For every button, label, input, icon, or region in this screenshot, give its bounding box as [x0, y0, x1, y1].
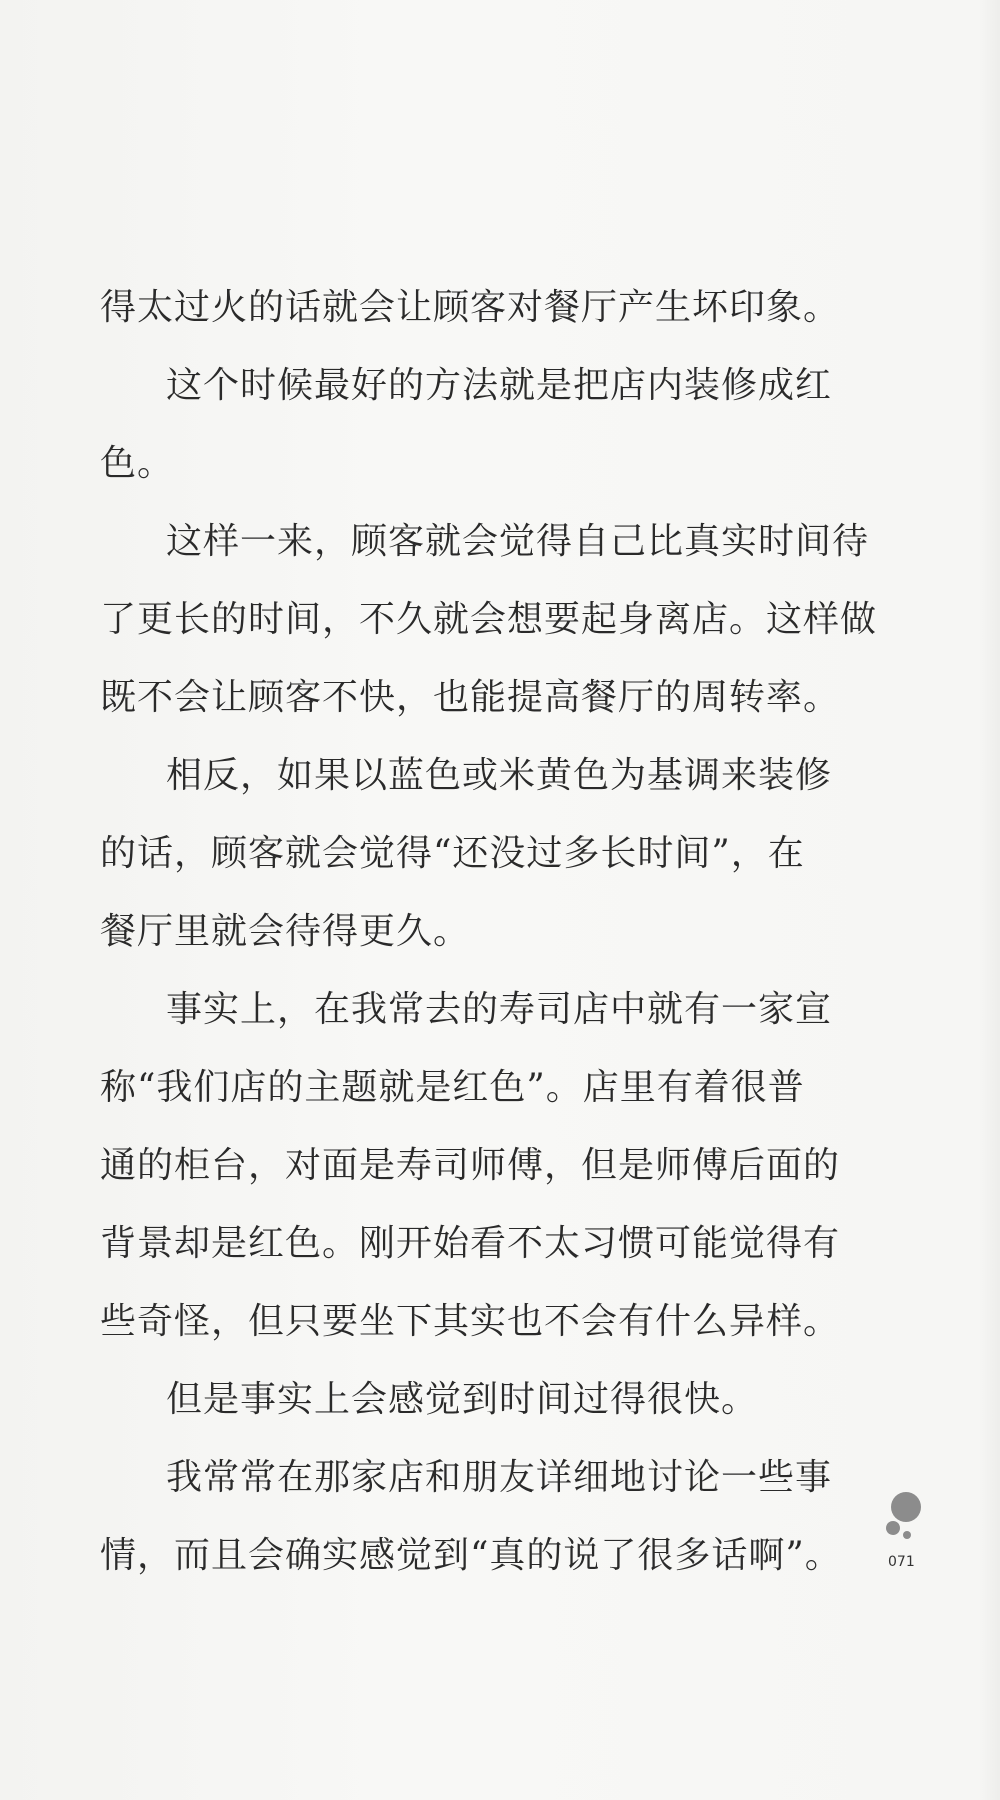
- text-line: 我常常在那家店和朋友详细地讨论一些事: [166, 1457, 833, 1498]
- text-line: 了更长的时间，不久就会想要起身离店。这样做: [100, 599, 878, 640]
- text-line: 这样一来，顾客就会觉得自己比真实时间待: [166, 521, 870, 562]
- text-line: 称“我们店的主题就是红色”。店里有着很普: [100, 1067, 805, 1108]
- page-edge-shadow: [978, 0, 1000, 1800]
- text-line: 事实上，在我常去的寿司店中就有一家宣: [166, 989, 833, 1030]
- body-text: [100, 276, 878, 1602]
- text-line: 的话，顾客就会觉得“还没过多长时间”，在: [100, 833, 805, 874]
- text-line: 这个时候最好的方法就是把店内装修成红: [166, 365, 833, 406]
- text-line: 但是事实上会感觉到时间过得很快。: [166, 1379, 759, 1420]
- text-line: 既不会让顾客不快，也能提高餐厅的周转率。: [100, 677, 841, 718]
- page-number: 071: [888, 1554, 915, 1570]
- text-line: 餐厅里就会待得更久。: [100, 911, 471, 952]
- text-line: 背景却是红色。刚开始看不太习惯可能觉得有: [100, 1223, 841, 1264]
- text-line: 得太过火的话就会让顾客对餐厅产生坏印象。: [100, 287, 841, 328]
- page-ornament-icon: [880, 1490, 928, 1550]
- text-line: 通的柜台，对面是寿司师傅，但是师傅后面的: [100, 1145, 841, 1186]
- text-line: 些奇怪，但只要坐下其实也不会有什么异样。: [100, 1301, 841, 1342]
- text-line: 色。: [100, 443, 175, 484]
- text-line: 情，而且会确实感觉到“真的说了很多话啊”。: [100, 1535, 842, 1576]
- text-line: 相反，如果以蓝色或米黄色为基调来装修: [166, 755, 833, 796]
